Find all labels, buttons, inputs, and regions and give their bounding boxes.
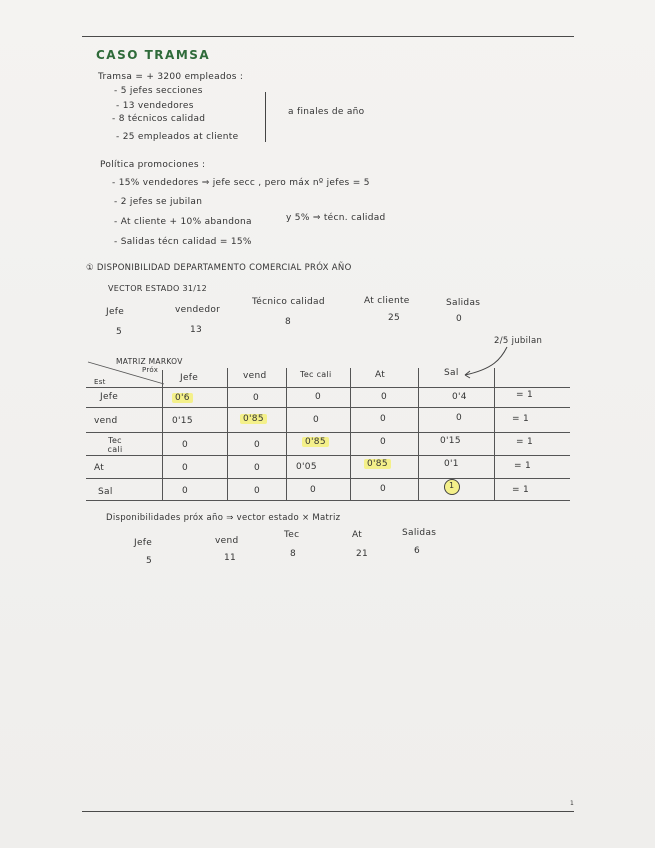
table-line bbox=[86, 387, 570, 388]
matrix-row-label: At bbox=[94, 463, 105, 473]
vector-label: VECTOR ESTADO 31/12 bbox=[108, 284, 208, 293]
result-header: vend bbox=[215, 536, 239, 546]
matrix-row-label: Tec cali bbox=[107, 436, 123, 454]
matrix-cell: 0'05 bbox=[296, 462, 317, 472]
matrix-corner-est: Est bbox=[94, 378, 106, 386]
result-header: At bbox=[352, 530, 363, 540]
matrix-cell: 0 bbox=[315, 392, 322, 402]
result-heading: Disponibilidades próx año ⇒ vector estado × Matriz bbox=[106, 513, 341, 523]
matrix-cell: = 1 bbox=[512, 485, 530, 495]
intro-item: - 5 jefes secciones bbox=[114, 86, 203, 96]
page-title: CASO TRAMSA bbox=[96, 48, 211, 62]
matrix-cell: 0'1 bbox=[444, 459, 459, 469]
result-value: 21 bbox=[356, 549, 369, 559]
policy-heading: Política promociones : bbox=[100, 160, 206, 170]
matrix-cell: 0'85 bbox=[364, 459, 391, 469]
table-line bbox=[86, 407, 570, 408]
matrix-cell: 0'15 bbox=[440, 436, 461, 446]
matrix-cell: 0 bbox=[310, 485, 317, 495]
matrix-cell: 0 bbox=[254, 486, 261, 496]
result-value: 6 bbox=[414, 546, 421, 556]
brace-note: a finales de año bbox=[288, 107, 365, 117]
jubilan-note: 2/5 jubilan bbox=[494, 336, 543, 346]
matrix-cell: 0 bbox=[254, 440, 261, 450]
matrix-col-header: vend bbox=[243, 371, 267, 381]
brace bbox=[265, 92, 272, 142]
policy-item: - At cliente + 10% abandona bbox=[114, 217, 252, 227]
result-value: 5 bbox=[146, 556, 153, 566]
matrix-col-header: Sal bbox=[444, 368, 459, 378]
vector-header: vendedor bbox=[175, 305, 221, 315]
table-line bbox=[162, 370, 163, 500]
matrix-col-header: Jefe bbox=[180, 373, 199, 383]
matrix-col-header: At bbox=[375, 370, 386, 380]
result-value: 11 bbox=[224, 553, 237, 563]
table-line bbox=[418, 368, 419, 500]
matrix-cell: 0 bbox=[253, 393, 260, 403]
table-line bbox=[227, 368, 228, 500]
matrix-cell: 0 bbox=[182, 486, 189, 496]
result-value: 8 bbox=[290, 549, 297, 559]
policy-item: - 2 jefes se jubilan bbox=[114, 197, 203, 207]
result-header: Salidas bbox=[402, 528, 437, 538]
intro-item: - 8 técnicos calidad bbox=[112, 114, 206, 124]
table-line bbox=[86, 500, 570, 501]
table-line bbox=[286, 368, 287, 500]
section-heading: ① DISPONIBILIDAD DEPARTAMENTO COMERCIAL PRÓX AÑO bbox=[86, 263, 352, 273]
vector-header: Jefe bbox=[106, 307, 125, 317]
page-number: 1 bbox=[570, 800, 575, 807]
matrix-row-label: Jefe bbox=[100, 392, 119, 402]
vector-value: 5 bbox=[116, 327, 123, 337]
matrix-cell: 0 bbox=[380, 437, 387, 447]
arrow-icon bbox=[455, 345, 515, 380]
policy-item: y 5% ⇒ técn. calidad bbox=[286, 213, 386, 223]
intro-item: - 13 vendedores bbox=[116, 101, 194, 111]
matrix-cell: = 1 bbox=[516, 437, 534, 447]
policy-item: - Salidas técn calidad = 15% bbox=[114, 237, 252, 247]
vector-header: At cliente bbox=[364, 296, 410, 306]
matrix-row-label: vend bbox=[94, 416, 118, 426]
vector-value: 13 bbox=[190, 325, 203, 335]
top-rule bbox=[82, 36, 574, 37]
matrix-corner-title: MATRIZ MARKOV bbox=[116, 357, 183, 366]
intro-line: Tramsa = + 3200 empleados : bbox=[98, 72, 244, 82]
matrix-row-label: Sal bbox=[98, 487, 113, 497]
matrix-cell: 0 bbox=[380, 414, 387, 424]
matrix-cell: 1 bbox=[449, 481, 455, 490]
intro-item: - 25 empleados at cliente bbox=[116, 132, 239, 142]
matrix-cell: = 1 bbox=[512, 414, 530, 424]
matrix-col-header: Tec cali bbox=[300, 370, 332, 379]
matrix-cell: 0 bbox=[313, 415, 320, 425]
matrix-cell: 0'4 bbox=[452, 392, 467, 402]
vector-value: 8 bbox=[285, 317, 292, 327]
diagonal-line bbox=[86, 360, 166, 386]
matrix-cell: = 1 bbox=[514, 461, 532, 471]
matrix-cell: 0'6 bbox=[172, 393, 193, 403]
vector-header: Salidas bbox=[446, 298, 481, 308]
matrix-cell: 0'85 bbox=[302, 437, 329, 447]
table-line bbox=[86, 432, 570, 433]
matrix-cell: = 1 bbox=[516, 390, 534, 400]
table-line bbox=[86, 478, 570, 479]
result-header: Jefe bbox=[134, 538, 153, 548]
matrix-cell: 0 bbox=[380, 484, 387, 494]
matrix-cell: 0 bbox=[182, 440, 189, 450]
matrix-cell: 0 bbox=[456, 413, 463, 423]
matrix-cell: 0 bbox=[182, 463, 189, 473]
matrix-corner-prox: Próx bbox=[142, 366, 159, 374]
table-line bbox=[494, 368, 495, 500]
matrix-cell: 0 bbox=[254, 463, 261, 473]
vector-value: 25 bbox=[388, 313, 401, 323]
result-header: Tec bbox=[284, 530, 300, 540]
vector-value: 0 bbox=[456, 314, 463, 324]
table-line bbox=[350, 368, 351, 500]
matrix-cell: 0 bbox=[381, 392, 388, 402]
matrix-cell: 0'85 bbox=[240, 414, 267, 424]
table-line bbox=[86, 455, 570, 456]
bottom-rule bbox=[82, 811, 574, 812]
policy-item: - 15% vendedores ⇒ jefe secc , pero máx nº jefes = 5 bbox=[112, 178, 370, 188]
vector-header: Técnico calidad bbox=[252, 297, 325, 307]
matrix-cell: 0'15 bbox=[172, 416, 193, 426]
